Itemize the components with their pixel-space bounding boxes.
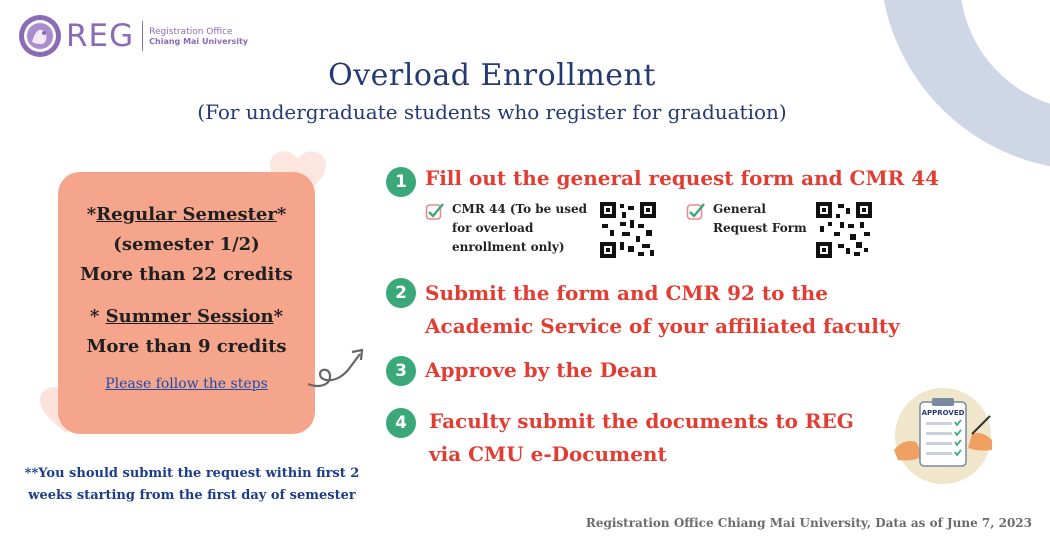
cmr44-form-label[interactable]: [452, 200, 587, 257]
check-icon: [686, 202, 706, 222]
qr-code-general-request-icon[interactable]: [816, 202, 872, 258]
regular-semester-label: Regular Semester: [96, 204, 277, 225]
note-line2: weeks starting from the first day of semester: [28, 488, 356, 503]
general-request-form-label[interactable]: [713, 200, 807, 238]
regular-suffix: *: [276, 204, 287, 225]
regular-prefix: *: [86, 204, 97, 225]
step-3-badge: 3: [386, 356, 416, 386]
logo-divider: [142, 21, 143, 51]
step-2-badge: 2: [386, 278, 416, 308]
qr-code-cmr44-icon[interactable]: [600, 202, 656, 258]
submission-note: [22, 463, 362, 507]
regular-semester-credits: More than 22 credits: [80, 264, 293, 285]
summer-session-label: Summer Session: [105, 306, 274, 327]
follow-steps-link[interactable]: Please follow the steps: [105, 376, 268, 392]
general-line1: General: [713, 202, 766, 216]
logo-line2: Chiang Mai University: [149, 36, 249, 46]
credit-info-card: [58, 172, 315, 434]
reg-logo[interactable]: [18, 14, 248, 58]
summer-suffix: *: [273, 306, 284, 327]
curved-arrow-icon: [306, 344, 368, 390]
cmr44-line1: CMR 44 (To be used: [452, 202, 587, 216]
step-4-line1: Faculty submit the documents to REG: [429, 409, 854, 433]
approved-stamp-text: APPROVED: [921, 409, 965, 417]
logo-subtitle: [149, 27, 248, 46]
step-3-text: Approve by the Dean: [425, 358, 658, 382]
footer-text: Registration Office Chiang Mai University, Data as of June 7, 2023: [585, 516, 1032, 530]
step-4-badge: 4: [386, 408, 416, 438]
regular-semester-heading: [58, 200, 315, 230]
cmu-emblem-icon: [18, 14, 62, 58]
logo-line1: Registration Office: [149, 26, 233, 37]
step-1-text: Fill out the general request form and CMR 44: [425, 166, 940, 190]
approved-clipboard-icon: [888, 386, 998, 486]
step-2-text: [425, 277, 900, 343]
page-subtitle: (For undergraduate students who register for graduation): [197, 100, 787, 124]
step-4-line2: via CMU e-Document: [429, 442, 667, 466]
summer-prefix: *: [89, 306, 106, 327]
summer-session-credits: More than 9 credits: [86, 336, 287, 357]
logo-name: REG: [66, 18, 135, 54]
step-2-line2: Academic Service of your affiliated faculty: [425, 314, 900, 338]
step-4-text: [429, 405, 854, 471]
step-2-line1: Submit the form and CMR 92 to the: [425, 281, 828, 305]
step-1-badge: 1: [386, 167, 416, 197]
general-line2: Request Form: [713, 221, 807, 235]
note-line1: **You should submit the request within first 2: [24, 466, 360, 481]
regular-semester-detail: (semester 1/2): [113, 234, 260, 255]
check-icon: [425, 202, 445, 222]
page-title: Overload Enrollment: [328, 58, 656, 93]
cmr44-line2: for overload: [452, 221, 534, 235]
summer-session-heading: [58, 302, 315, 332]
cmr44-line3: enrollment only): [452, 240, 565, 254]
